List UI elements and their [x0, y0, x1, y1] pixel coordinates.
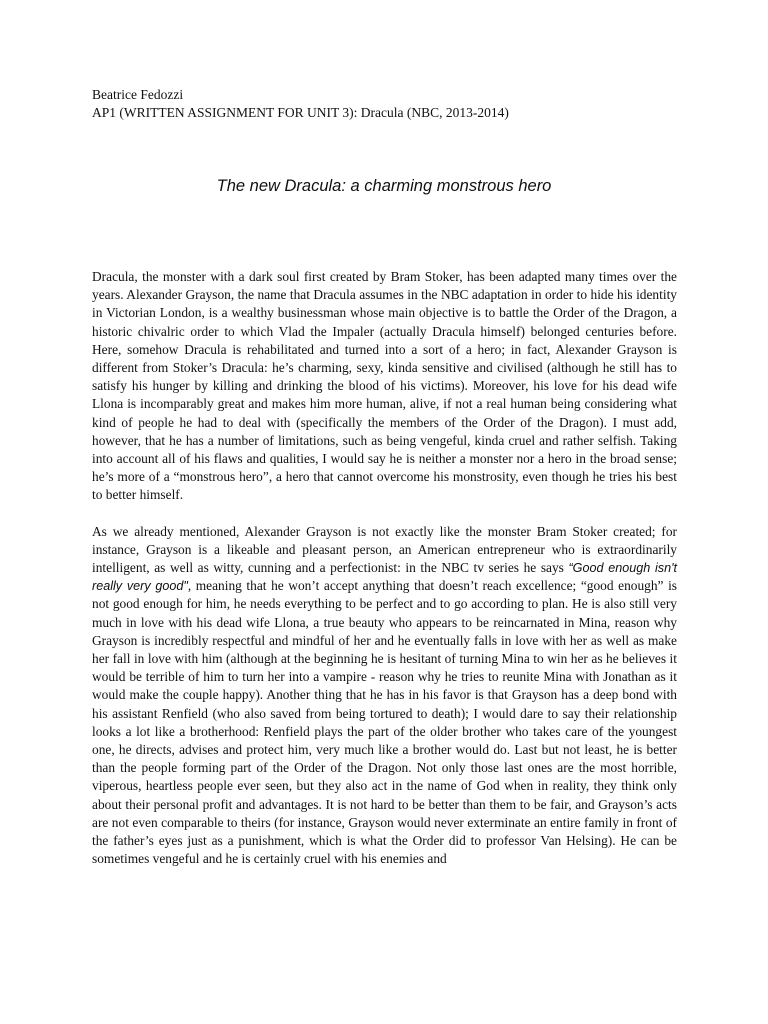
essay-body: [92, 268, 677, 887]
document-header: [92, 86, 509, 122]
paragraph-1: Dracula, the monster with a dark soul first created by Bram Stoker, has been adapted many times over the years. Alexander Grayson, the name that Dracula assumes in the NBC adaptation in order to hide his identity in Victorian London, is a wealthy businessman whose main objective is to battle the Order of the Dragon, a historic chivalric order to which Vlad the Impaler (actually Dracula himself) belonged centuries before. Here, somehow Dracula is rehabilitated and turned into a sort of a hero; in fact, Alexander Grayson is different from Stoker’s Dracula: he’s charming, sexy, kinda sensitive and civilised (although he still has to satisfy his hunger by killing and drinking the blood of his victims). Moreover, his love for his dead wife Llona is incomparably great and makes him more human, alive, if not a real human being considering what kind of people he had to deal with (specifically the members of the Order of the Dragon). I must add, however, that he has a number of limitations, such as being vengeful, kinda cruel and rather selfish. Taking into account all of his flaws and qualities, I would say he is neither a monster nor a hero in the broad sense; he’s more of a “monstrous hero”, a hero that cannot overcome his monstrosity, even though he tries his best to better himself.: [92, 269, 677, 503]
paragraph-2: [92, 523, 677, 869]
assignment-line: AP1 (WRITTEN ASSIGNMENT FOR UNIT 3): Dracula (NBC, 2013-2014): [92, 105, 509, 120]
paragraph-2-rest: , meaning that he won’t accept anything that doesn’t reach excellence; “good enough” is not good enough for him, he needs everything to be perfect and to go according to plan. He is also still very much in love with his dead wife Llona, a true beauty who appears to be reincarnated in Mina, reason why Grayson is incredibly respectful and mindful of her and he eventually falls in love with her as well as make her fall in love with him (although at the beginning he is hesitant of turning Mina to win her as he believes it would be terrible of him to turn her into a vampire - reason why he tries to reunite Mina with Jonathan as it would make the couple happy). Another thing that he has in his favor is that Grayson has a deep bond with his assistant Renfield (who also saved from being tortured to death); I would dare to say their relationship looks a lot like a brotherhood: Renfield plays the part of the older brother who takes care of the youngest one, he directs, advises and protect him, very much like a brother would do. Last but not least, he is better than the people forming part of the Order of the Dragon. Not only those last ones are the most horrible, viperous, heartless people ever seen, but they also act in the name of God when in reality, they think only about their personal profit and advantages. It is not hard to be better than them to be fair, and Grayson’s acts are not even comparable to theirs (for instance, Grayson would never exterminate an entire family in front of the father’s eyes just as a punishment, which is what the Order did to professor Van Helsing). He can be sometimes vengeful and he is certainly cruel with his enemies and: [92, 578, 677, 867]
paragraph-2-intro: As we already mentioned, Alexander Grayson is not exactly like the monster Bram Stoker created; for instance, Grayson is a likeable and pleasant person, an American entrepreneur who is extraordinarily intelligent, as well as witty, cunning and a perfectionist: in the NBC tv series he says: [92, 523, 677, 576]
author-name: Beatrice Fedozzi: [92, 87, 184, 102]
essay-title: The new Dracula: a charming monstrous hero: [216, 177, 552, 195]
quoted-line: “Good enough isn't really very good": [92, 561, 677, 594]
